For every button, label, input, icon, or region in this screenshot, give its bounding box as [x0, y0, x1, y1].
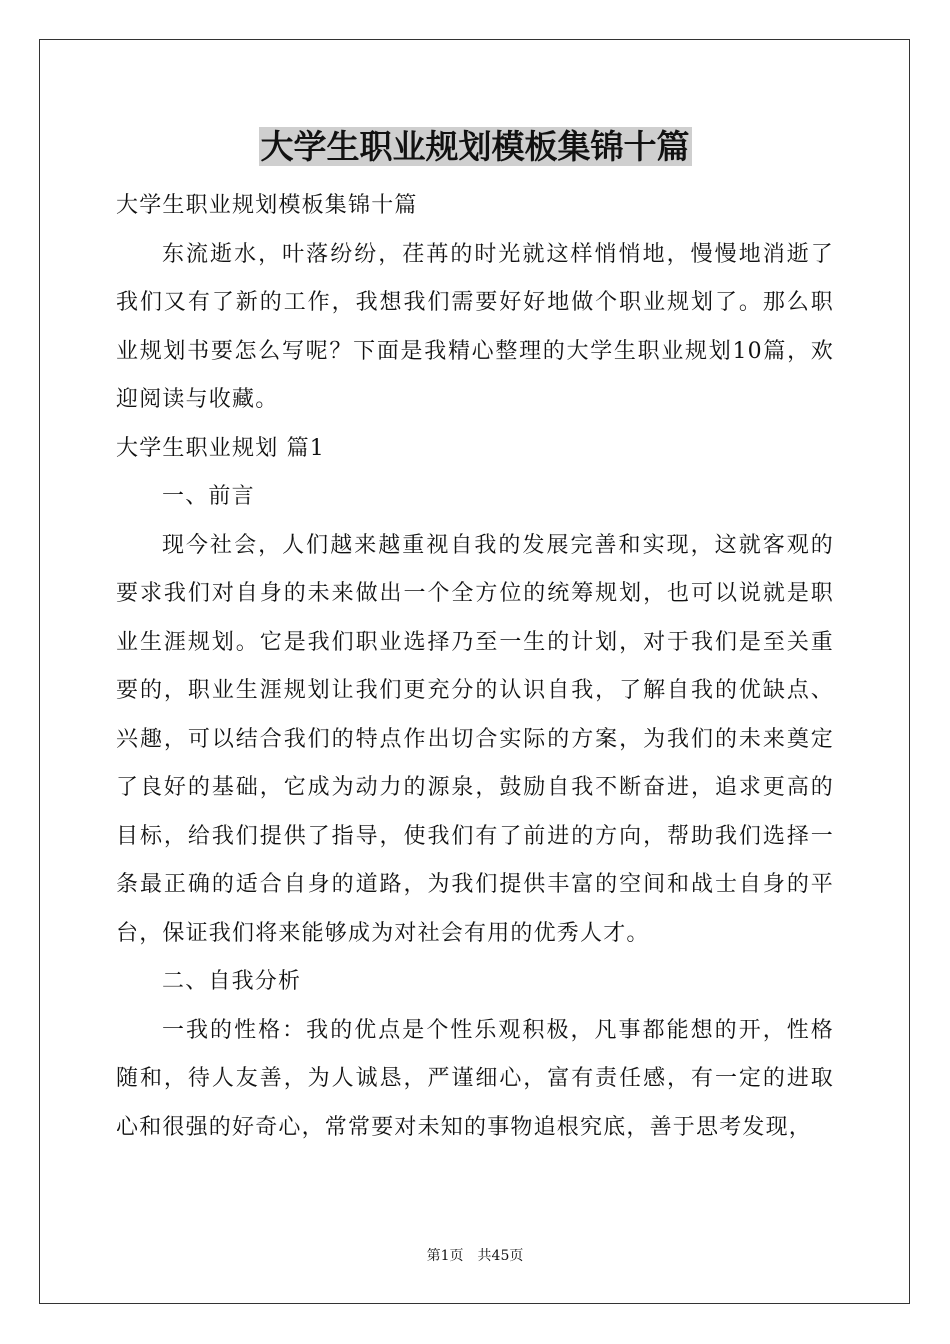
page-number: 第1页: [426, 1248, 464, 1264]
page-total: 共45页: [477, 1248, 524, 1264]
document-title: [116, 122, 834, 172]
document-subtitle: 大学生职业规划模板集锦十篇: [116, 193, 418, 218]
section-heading-part1: 大学生职业规划 篇1: [116, 435, 325, 461]
page-footer: [0, 1245, 950, 1265]
paragraph-personality: 一我的性格：我的优点是个性乐观积极，凡事都能想的开，性格随和，待人友善，为人诚恳，严谨细心，富有责任感，有一定的进取心和很强的好奇心，常常要对未知的事物追根究底，善于思考发现，: [116, 1017, 834, 1140]
paragraph-preface-body: 现今社会，人们越来越重视自我的发展完善和实现，这就客观的要求我们对自身的未来做出一个全方位的统筹规划，也可以说就是职业生涯规划。它是我们职业选择乃至一生的计划，对于我们是至关重要的，职业生涯规划让我们更充分的认识自我，了解自我的优缺点、兴趣，可以结合我们的特点作出切合实际的方案，为我们的未来奠定了良好的基础，它成为动力的源泉，鼓励自我不断奋进，追求更高的目标，给我们提供了指导，使我们有了前进的方向，帮助我们选择一条最正确的适合自身的道路，为我们提供丰富的空间和战士自身的平台，保证我们将来能够成为对社会有用的优秀人才。: [116, 532, 834, 946]
heading-preface: 一、前言: [162, 484, 255, 509]
document-title-text: 大学生职业规划模板集锦十篇: [260, 127, 690, 166]
heading-self-analysis: 二、自我分析: [162, 969, 302, 994]
paragraph-intro: 东流逝水，叶落纷纷，荏苒的时光就这样悄悄地，慢慢地消逝了我们又有了新的工作，我想我们需要好好地做个职业规划了。那么职业规划书要怎么写呢？下面是我精心整理的大学生职业规划10篇，欢迎阅读与收藏。: [116, 241, 834, 412]
document-body: [116, 122, 834, 1152]
